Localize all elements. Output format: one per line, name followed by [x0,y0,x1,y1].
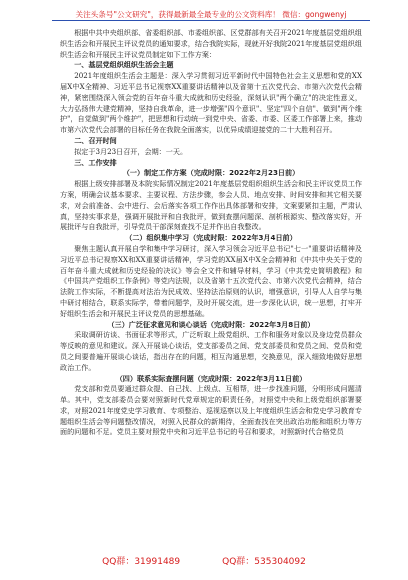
page-footer [0,554,408,567]
subsection-4-text: 党支部和党员要通过群众提、自己找、上级点、互相帮，进一步找准问题，分明形成问题清单。其中，党支部委员会要对照新时代党章规定的职责任务，对照党中央和上级党组织部署要求，对照2021年度党史学习教育、专项整治、巡视巡察以及上年度组织生活会和党史学习教育专题组织生活会等问题整改情况，对照入民群众的新期待，全面查找在突出政治功能和组织力等方面的问题和不足。党员主要对照党中央和习近平总书记的号召和要求，对照新时代合格党员 [60,384,362,437]
subsection-2-text: 聚焦主题认真开展自学和集中学习研讨，深入学习领会习近平总书记"七一"重要讲话精神及习近平总书记视察XX和XX重要讲话精神，学习党的XX届X中X全会精神和《中共中央关于党的百年奋斗重大成就和历史经验的决议》等会全文件和辅导材料，学习《中共党史简明教程》和《中国共产党组织工作条例》等党内法规，以及省第十五次党代会、市第六次党代会精神，结合法院工作实际，不断提高对法治为民成效、坚持法治原则的认识，增强意识，引导人人自学与集中研讨相结合，联系实际学，带着问题学，及时开展交流，进一步深化认识，统一思想，打牢开好组织生活会和开展民主评议党员的思想基础。 [60,243,362,318]
page-header: 关注头条号"公文研究"，获得最新最全最专业的公文资料库！ 微信：gongwenyj [75,10,347,19]
subsection-4-title: （四）联系实际查摆问题（完成时限：2022年3月11日前） [115,373,307,383]
subsection-2-title: （二）组织集中学习（完成时限：2022年3月4日前） [125,233,297,243]
section-1-text: 2021年度组织生活会主题是：深入学习贯彻习近平新时代中国特色社会主义思想和党的XX届X中X全精神、习近平总书记视察XX重要讲话精神以及省第十五次党代会、市第六次党代会精神，紧密围绕深入领会党的百年奋斗重大成就和历史经验，深刻认识"两个确立"的决定性意义，大力弘扬伟大建党精神，坚持自我革命，进一步增强"四个意识"、坚定"四个自信"、做到"两个维护"，自觉做到"两个维护"，把思想和行动统一到党中央、省委、市委、区委工作部署上来，推动市第六次党代会部署的目标任务在我院全面落实，以优异成绩迎接党的二十大胜利召开。 [60,71,362,135]
header-divider [52,20,370,21]
document-body [60,28,362,438]
subsection-3-text: 采取调研访谈、书面征求等形式，广泛听取上级党组织、工作和服务对象以及身边党员群众等反映的意见和建议。深入开展谈心谈话，党支部委员之间、党支部委员和党员之间、党员和党员之间要普遍开展谈心谈话，指出存在的问题，相互沟通思想，交换意见，深入细致地做好思想政治工作。 [60,330,362,372]
section-3-heading: 三、工作安排 [74,157,117,167]
subsection-1-title: （一）制定工作方案（完成时限：2022年2月23日前） [122,168,300,178]
subsection-1-text: 根据上级安排部署及本院实际情况制定2021年度基层党组织组织生活会和民主评议党员工作方案，明确会议基本要求、主要议程、方法步骤，参会人员、地点安排、时间安排和其它相关要求，对会前准备、会中进行、会后落实各项工作作出具体部署和安排，文案要紧扣主题，严肃认真，坚持实事求是，强调开展批评和自我批评，做到查摆问题深、剖析根源实、整改落实好，开展批评与自我批评，引导党员干部深刻查找不足并作出自我整改。 [60,179,362,232]
section-2-heading: 二、召开时间 [74,135,117,145]
qq-group-2: QQ群：535304092 [222,557,306,567]
section-2-text: 拟定于3月23日召开，会期：一天。 [74,146,188,156]
intro-paragraph: 根据中共中央组织部、省委组织部、市委组织部、区党群部有关召开2021年度基层党组织组织生活会和开展民主评议党员的通知要求，结合我院实际，现就开好我院2021年度基层党组织组织生活会和开展民主评议党员制定如下工作方案： [60,28,362,59]
subsection-3-title: （三）广泛征求意见和谈心谈话（完成时限：2022年3月8日前） [107,319,315,329]
section-1-heading: 一、基层党组织组织生活会主题 [74,60,174,70]
qq-group-1: QQ群：31991489 [102,557,181,567]
